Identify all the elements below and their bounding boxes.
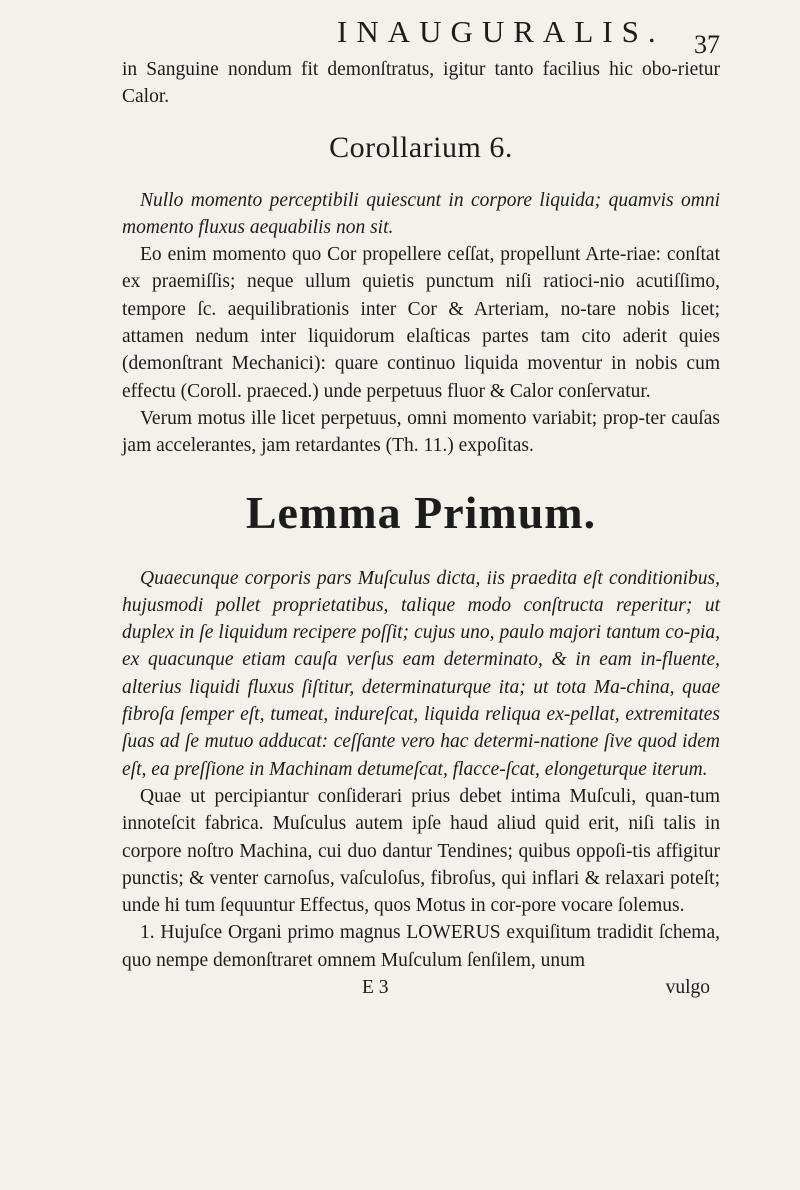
- signature-mark: E 3: [362, 977, 389, 999]
- intro-text: in Sanguine nondum fit demonſtratus, igitur tanto facilius hic obo-rietur Calor.: [122, 59, 720, 108]
- running-title: INAUGURALIS.: [337, 14, 665, 49]
- catchword: vulgo: [665, 977, 710, 999]
- page-number: 37: [694, 30, 720, 59]
- lemma-heading: Lemma Primum.: [245, 486, 597, 538]
- page-header: [122, 0, 720, 59]
- lemma-statement: Quaecunque corporis pars Muſculus dicta, iis praedita eſt conditionibus, hujusmodi pollet proprietatibus, talique modo conſtructa reperitur; ut duplex in ſe liquidum recipere poſſit; cujus uno, paulo majori tantum co-pia, ex quacunque etiam cauſa verſus eam determinato, & in eam in-fluente, alterius liquidi fluxus ſiſtitur, determinaturque ita; ut tota Ma-china, quae fibroſa ſemper eſt, tumeat, indureſcat, liquida reliqua ex-pellat, extremitates ſuas ad ſe mutuo adducat: ceſſante vero hac determi-natione ſive quod idem eſt, ea preſſione in Machinam detumeſcat, flacce-ſcat, elongeturque iterum.: [122, 567, 720, 780]
- lemma-paragraph-2: 1. Hujuſce Organi primo magnus LOWERUS exquiſitum tradidit ſchema, quo nempe demonſtraret omnem Muſculum ſenſilem, unum: [122, 922, 720, 971]
- corollary-statement: Nullo momento perceptibili quiescunt in corpore liquida; quamvis omni momento fluxus aequabilis non sit.: [122, 189, 720, 238]
- corollary-paragraph-1: Eo enim momento quo Cor propellere ceſſat, propellunt Arte-riae: conſtat ex praemiſſis; neque ullum quietis punctum niſi ratioci-nio acutiſſimo, tempore ſc. aequilibrationis inter Cor & Arteriam, no-tare nobis licet; attamen nedum inter liquidorum elaſticas partes tam cito aderit quies (demonſtrant Mechanici): quare continuo liquida moventur in nobis cum effectu (Coroll. praeced.) unde perpetuus fluor & Calor conſervatur.: [122, 244, 720, 402]
- page-footer: [122, 974, 720, 1002]
- lemma-paragraph-1: Quae ut percipiantur conſiderari prius debet intima Muſculi, quan-tum innoteſcit fabrica. Muſculus autem ipſe haud aliud quid erit, niſi talis in corpore noſtro Machina, cui duo dantur Tendines; quibus oppoſi-tis affigitur punctis; & venter carnoſus, vaſculoſus, fibroſus, qui inflari & relaxari poteſt; unde hi tum ſequuntur Effectus, quos Motus in cor-pore vocare ſolemus.: [122, 785, 720, 917]
- corollary-heading: Corollarium 6.: [329, 130, 513, 164]
- corollary-paragraph-2: Verum motus ille licet perpetuus, omni momento variabit; prop-ter cauſas jam accelerantes, jam retardantes (Th. 11.) expoſitas.: [122, 407, 720, 457]
